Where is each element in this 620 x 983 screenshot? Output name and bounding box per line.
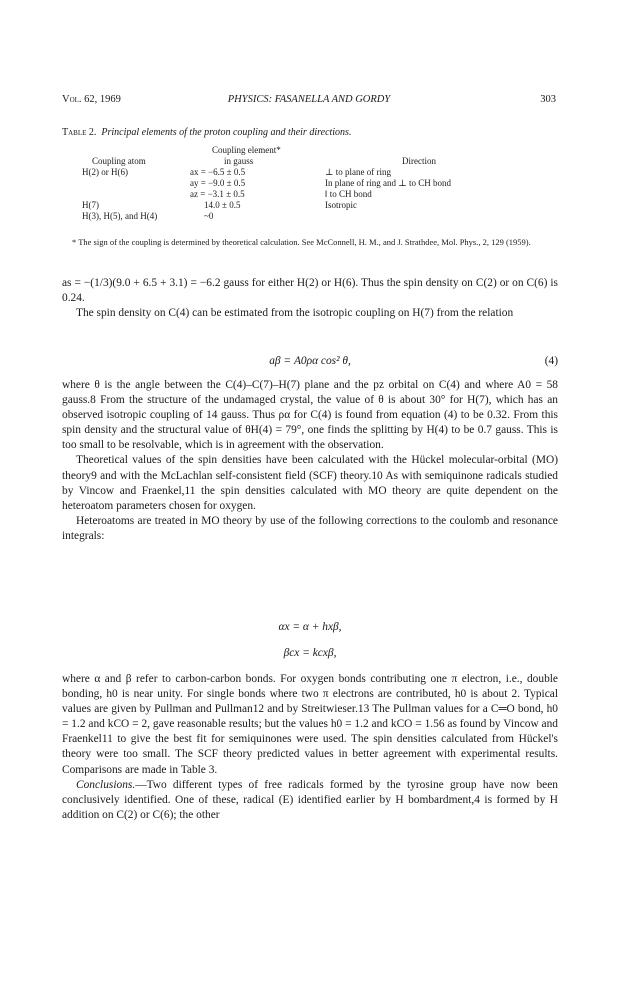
table-row	[62, 211, 556, 222]
coupling-element-header: Coupling element*	[212, 145, 281, 155]
equation-expression: aβ = A0ρα cos² θ,	[269, 355, 351, 367]
cell-atom: H(2) or H(6)	[82, 167, 128, 177]
equation-number: (4)	[544, 355, 558, 367]
cell-direction: ‖ to CH bond	[325, 189, 372, 199]
cell-value: ~0	[204, 211, 214, 221]
paragraph-text: Heteroatoms are treated in MO theory by use of the following corrections to the coulomb and resonance integrals:	[62, 514, 558, 542]
paragraph-conclusions	[62, 778, 558, 823]
table-footnote: * The sign of the coupling is determined by theoretical calculation. See McConnell, H. M., and J. Strathdee, Mol. Phys., 2, 129 (1959).	[72, 237, 531, 247]
cell-atom: H(3), H(5), and H(4)	[82, 211, 158, 221]
paragraph-text: where α and β refer to carbon-carbon bonds. For oxygen bonds contributing one π electron, i.e., double bonding, h0 is near unity. For single bonds where two π electrons are contributed, h0 is about 2. Typical values are given by Pullman and Pullman12 and by Streitwieser.13 The Pullman values for a C═O bond, h0 = 1.2 and kCO = 2, gave reasonable results; but the values h0 = 1.2 and kCO = 1.56 as found by Vincow and Fraenkel11 to give the best fit for semiquinones were used. The spin densities calculated from Hückel's theory were too small. The SCF theory predicted values in better agreement with experimental results. Comparisons are made in Table 3.	[62, 673, 558, 776]
cell-atom: H(7)	[82, 200, 99, 210]
running-title: PHYSICS: FASANELLA AND GORDY	[227, 94, 391, 105]
table-header-row-2	[62, 156, 556, 167]
equation-expression: αx = α + hxβ,	[278, 621, 342, 633]
paragraph	[62, 378, 558, 544]
paragraph-text: where θ is the angle between the C(4)–C(7)–H(7) plane and the pz orbital on C(4) and where A0 = 58 gauss.8 From the structure of the undamaged crystal, the value of θ is about 30° for H(7), which has an observed isotropic coupling of 14 gauss. Thus ρα for C(4) is found from equation (4) to be 0.32. From this spin density and the structural value of θH(4) = 79°, one finds the splitting by H(4) to be 0.7 gauss. This is too small to be resolvable, which is in agreement with the observation.	[62, 379, 558, 452]
table-number: Table 2.	[62, 127, 97, 138]
cell-value: az = −3.1 ± 0.5	[190, 189, 245, 199]
running-header	[62, 94, 556, 108]
cell-value: ay = −9.0 ± 0.5	[190, 178, 246, 188]
coupling-atom-header: Coupling atom	[92, 156, 146, 166]
table-row	[62, 167, 556, 178]
table-row	[62, 200, 556, 211]
table-title: Principal elements of the proton coupling and their directions.	[101, 127, 352, 138]
paragraph-text: Theoretical values of the spin densities have been calculated with the Hückel molecular-orbital (MO) theory9 and with the McLachlan self-consistent field (SCF) theory.10 As with semiquinone radicals studied by Vincow and Fraenkel,11 the spin densities calculated with MO theory are quite dependent on the heteroatom parameters chosen for oxygen.	[62, 454, 558, 512]
page-number: 303	[540, 94, 556, 105]
table-header-row-1	[62, 145, 556, 156]
table-caption	[62, 126, 556, 139]
direction-header: Direction	[402, 156, 436, 166]
equation-expression: βcx = kcxβ,	[283, 647, 337, 659]
table-row	[62, 189, 556, 200]
paragraph-text: as = −(1/3)(9.0 + 6.5 + 3.1) = −6.2 gauss for either H(2) or H(6). Thus the spin density on C(2) or on C(6) is 0.24.	[62, 277, 558, 305]
paragraph-text: —Two different types of free radicals formed by the tyrosine group have now been conclusively identified. One of these, radical (E) identified earlier by H bombardment,4 is formed by H addition on C(2) or C(6); the other	[62, 778, 558, 821]
table-row	[62, 178, 556, 189]
cell-value: 14.0 ± 0.5	[204, 200, 241, 210]
units-header: in gauss	[224, 156, 254, 166]
paragraph	[62, 276, 558, 321]
cell-direction: ⊥ to plane of ring	[325, 167, 391, 177]
paragraph-text: The spin density on C(4) can be estimated from the isotropic coupling on H(7) from the relation	[76, 307, 514, 320]
cell-value: ax = −6.5 ± 0.5	[190, 167, 246, 177]
cell-direction: Isotropic	[325, 200, 357, 210]
volume-label: Vol. 62, 1969	[62, 94, 121, 105]
paragraph	[62, 672, 558, 823]
cell-direction: In plane of ring and ⊥ to CH bond	[325, 178, 451, 188]
conclusions-heading: Conclusions.	[76, 778, 136, 791]
